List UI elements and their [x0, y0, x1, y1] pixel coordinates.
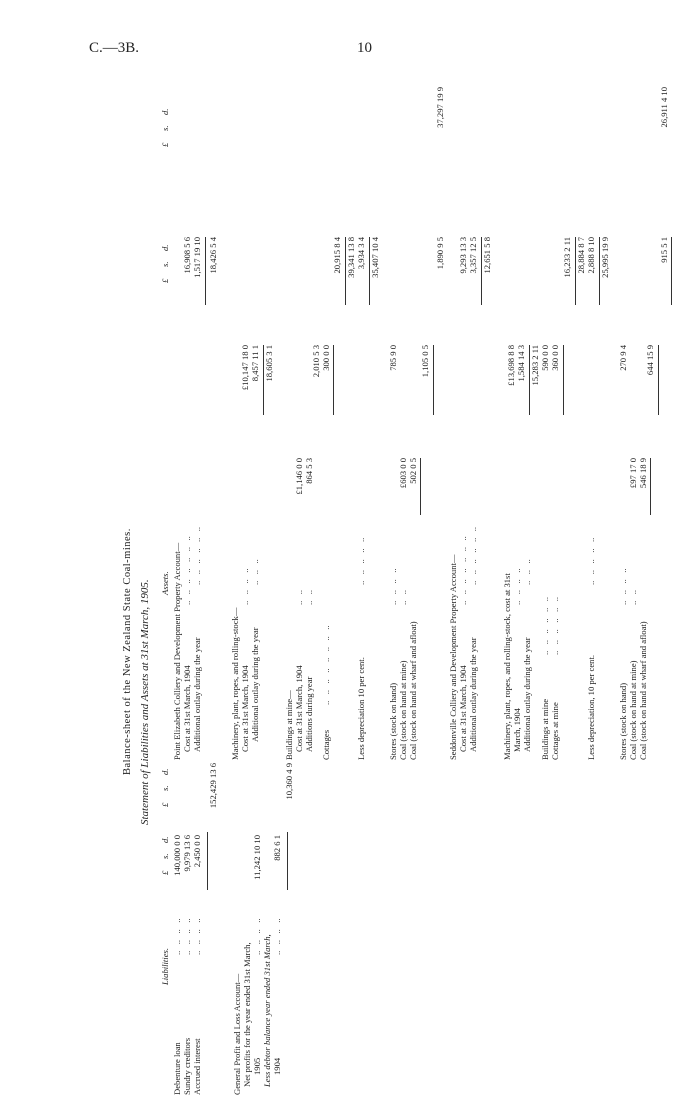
rule [650, 458, 651, 515]
sd-grand-total: 26,911 4 10 [659, 87, 669, 128]
net-profit-line1: Net profits for the year ended 31st March, [242, 942, 252, 1087]
cottages-label: Cottages [321, 729, 331, 760]
coal-wharf2-label: Coal (stock on hand at wharf and afloat) [638, 621, 648, 760]
depr2-amount: 2,888 8 10 [586, 237, 596, 274]
sd-bld-amount: 590 0 0 [540, 345, 550, 371]
debenture-amount: 140,000 0 0 [172, 835, 182, 876]
stock-total1: 1,890 9 5 [435, 237, 445, 270]
sd-sum1: 16,233 2 11 [562, 237, 572, 278]
stock-total2: 915 5 1 [659, 237, 669, 263]
interest-amount: 2,450 0 0 [192, 835, 202, 868]
liab-currency-pounds: £ [160, 870, 170, 875]
bld-add-amount: 864 5 3 [304, 458, 314, 484]
pe-sum1: 20,915 8 4 [332, 237, 342, 274]
assets-currency-shillings-2: s. [160, 125, 170, 131]
stores2-amount: 270 9 4 [618, 345, 628, 371]
rule [333, 345, 334, 415]
pl-total: 10,360 4 9 [284, 763, 294, 800]
less-debtor-amount: 882 6 1 [272, 835, 282, 861]
less-debtor-line1: Less debtor balance year ended 31st March, [262, 934, 272, 1087]
sdm-cost-amount: £13,698 8 8 [506, 345, 516, 386]
liab-currency-pence-2: d. [160, 768, 170, 775]
pe-grand-total: 37,297 19 9 [435, 87, 445, 128]
sdm-add-label: Additional outlay during the year [522, 637, 532, 752]
liab-currency-pence: d. [160, 836, 170, 843]
coal-wharf1-amount: 502 0 5 [408, 458, 418, 484]
assets-currency-pounds-2: £ [160, 142, 170, 147]
pe-heading: Point Elizabeth Colliery and Development Property Account— [172, 542, 182, 760]
cottages-amount: 300 0 0 [321, 345, 331, 371]
mach-heading: Machinery, plant, ropes, and rolling-stock— [230, 607, 240, 760]
liab-currency-shillings-2: s. [160, 785, 170, 791]
sdm-total: 15,283 2 11 [530, 345, 540, 386]
sheet-subtitle: Statement of Liabilities and Assets at 31st March, 1905. [139, 579, 151, 825]
net-profit-amount: 11,242 10 10 [252, 835, 262, 880]
bld-cost-label: Cost at 31st March, 1904 [294, 665, 304, 752]
sdm-heading-1: Machinery, plant, ropes, and rolling-stock, cost at 31st [502, 573, 512, 760]
debenture-label: Debenture loan [172, 1042, 182, 1095]
stores1-amount: 785 9 0 [388, 345, 398, 371]
liab-currency-shillings: s. [160, 853, 170, 859]
mach-total: 18,605 3 1 [264, 345, 274, 382]
sheet-title: Balance-sheet of the New Zealand State Coal-mines. [122, 528, 133, 775]
mach-add-label: Additional outlay during the year [250, 627, 260, 742]
coal-mine2-label: Coal (stock on hand at mine) [628, 660, 638, 760]
sd-cot-label: Cottages at mine [550, 702, 560, 760]
coal-wharf2-amount: 546 18 9 [638, 458, 648, 489]
document-code: C.—3B. [89, 40, 140, 56]
depr2-label: Less depreciation, 10 per cent. [586, 655, 596, 760]
pl-heading: General Profit and Loss Account— [232, 973, 242, 1095]
balance-sheet: Balance-sheet of the New Zealand State Coal-mines. Statement of Liabilities and Assets at 31st March, 1905. Liabilities. £ s. d. £ s. d. Debenture loan .. .. .. .. 140,000 0 0 Sundry creditors .. .. .. .. 9,979 13 6 Accrued interest .. .. .. .. 2,450 0 0 152,429 13 6 General Profit and Loss Account— Net profits for the year ended 31st March, 1905 .. .. .. .. 11,242 10 10 Less debtor balance year ended 31st March, 1904 .. .. .. .. 882 6 1 10,360 4 9 Assets. £ s. d. £ s. d. Point Elizabeth Colliery and Development Property Account— Cost at 31st March, 1904 .. .. .. .. .. .. .. 16,908 5 6 Additional outlay during the year .. .. .. .. .. .. 1,517 19 10 18,426 5 4 Machinery, plant, ropes, and rolling-stock— Cost at 31st March, 1904 .. .. .. .. £10,147 18 0 Additional outlay during the year .. .. .. 8,457 11 1 18,605 3 1 Buildings at mine— Cost at 31st March, 1904 .. .. £1,146 0 0 Additions during year .. .. 864 5 3 2,010 5 3 Cottages .. .. .. .. .. .. .. .. 300 0 0 20,915 8 4 39,341 13 8 Less depreciation 10 per cent. .. .. .. .. .. 3,934 3 4 35,407 10 4 Stores (stock on hand) .. .. .. .. 785 9 0 Coal (stock on hand at mine) .. .. £603 0 0 Coal (stock on hand at wharf and afloat) 502 0 5 1,105 0 5 1,890 9 5 37,297 19 9 Seddonville Colliery and Development Property Account— Cost at 31st March, 1904 .. .. .. .. .. .. .. 9,293 13 3 Additional outlay during the year .. .. .. .. .. .. 3,357 12 5 12,651 5 8 Machinery, plant, ropes, and rolling-stock, cost at 31st March, 1904 .. .. .. .. £13,698 8 8 Additional outlay during the year .. .. .. 1,584 14 3 15,283 2 11 Buildings at mine .. .. .. .. .. .. 590 0 0 Cottages at mine .. .. .. .. .. .. 360 0 0 16,233 2 11 28,884 8 7 Less depreciation, 10 per cent. .. .. .. .. .. 2,888 8 10 25,995 19 9 Stores (stock on hand) .. .. .. .. 270 9 4 Coal (stock on hand at mine) .. .. £97 17 0 Coal (stock on hand at wharf and afloat) 546 18 9 644 15 9 915 5 1 26,911 4 10 [115, 55, 700, 1105]
sd-cost-label: Cost at 31st March, 1904 [458, 665, 468, 752]
pe-cost-amount: 16,908 5 6 [182, 237, 192, 274]
after-depr2: 25,995 19 9 [600, 237, 610, 278]
creditors-amount: 9,979 13 6 [182, 835, 192, 872]
mach-cost-amount: £10,147 18 0 [240, 345, 250, 391]
coal-total1: 1,105 0 5 [420, 345, 430, 378]
rule [287, 832, 288, 890]
pe-sum2: 39,341 13 8 [346, 237, 356, 278]
bld-total: 2,010 5 3 [311, 345, 321, 378]
pe-add-label: Additional outlay during the year [192, 637, 202, 752]
rule [671, 237, 672, 305]
rule [563, 345, 564, 415]
rule [207, 832, 208, 890]
interest-label: Accrued interest [192, 1038, 202, 1095]
rule [658, 345, 659, 415]
pe-total: 18,426 5 4 [208, 237, 218, 274]
pe-cost-label: Cost at 31st March, 1904 [182, 665, 192, 752]
sd-total: 12,651 5 8 [482, 237, 492, 274]
after-depr1: 35,407 10 4 [370, 237, 380, 278]
sd-cost-amount: 9,293 13 3 [458, 237, 468, 274]
sd-cot-amount: 360 0 0 [550, 345, 560, 371]
sd-add-amount: 3,357 12 5 [468, 237, 478, 274]
liabilities-subtotal: 152,429 13 6 [208, 763, 218, 809]
mach-cost-label: Cost at 31st March, 1904 [240, 665, 250, 752]
sd-add-label: Additional outlay during the year [468, 637, 478, 752]
liabilities-heading: Liabilities. [160, 947, 170, 985]
coal-mine2-amount: £97 17 0 [628, 458, 638, 489]
assets-currency-pence: d. [160, 244, 170, 251]
liab-currency-pounds-2: £ [160, 802, 170, 807]
stores2-label: Stores (stock on hand) [618, 682, 628, 760]
sd-bld-label: Buildings at mine [540, 698, 550, 760]
bld-heading: Buildings at mine— [284, 690, 294, 760]
coal-wharf1-label: Coal (stock on hand at wharf and afloat) [408, 621, 418, 760]
stores1-label: Stores (stock on hand) [388, 682, 398, 760]
depr1-label: Less depreciation 10 per cent. [356, 657, 366, 760]
coal-total2: 644 15 9 [645, 345, 655, 376]
sd-sum2: 28,884 8 7 [576, 237, 586, 274]
rule [433, 345, 434, 415]
creditors-label: Sundry creditors [182, 1037, 192, 1095]
assets-currency-shillings: s. [160, 261, 170, 267]
assets-heading: Assets. [160, 571, 170, 595]
rule [420, 458, 421, 515]
rule [205, 237, 206, 305]
sdm-add-amount: 1,584 14 3 [516, 345, 526, 382]
bld-add-label: Additions during year [304, 676, 314, 752]
coal-mine1-label: Coal (stock on hand at mine) [398, 660, 408, 760]
page-number: 10 [357, 40, 372, 56]
sd-heading: Seddonville Colliery and Development Property Account— [448, 554, 458, 760]
sdm-heading-2: March, 1904 [512, 708, 522, 752]
assets-currency-pounds: £ [160, 278, 170, 283]
mach-add-amount: 8,457 11 1 [250, 345, 260, 382]
net-profit-line2: 1905 [252, 1057, 262, 1075]
bld-cost-amount: £1,146 0 0 [294, 458, 304, 495]
assets-currency-pence-2: d. [160, 108, 170, 115]
depr1-amount: 3,934 3 4 [356, 237, 366, 270]
pe-add-amount: 1,517 19 10 [192, 237, 202, 278]
coal-mine1-amount: £603 0 0 [398, 458, 408, 489]
less-debtor-line2: 1904 [272, 1057, 282, 1075]
